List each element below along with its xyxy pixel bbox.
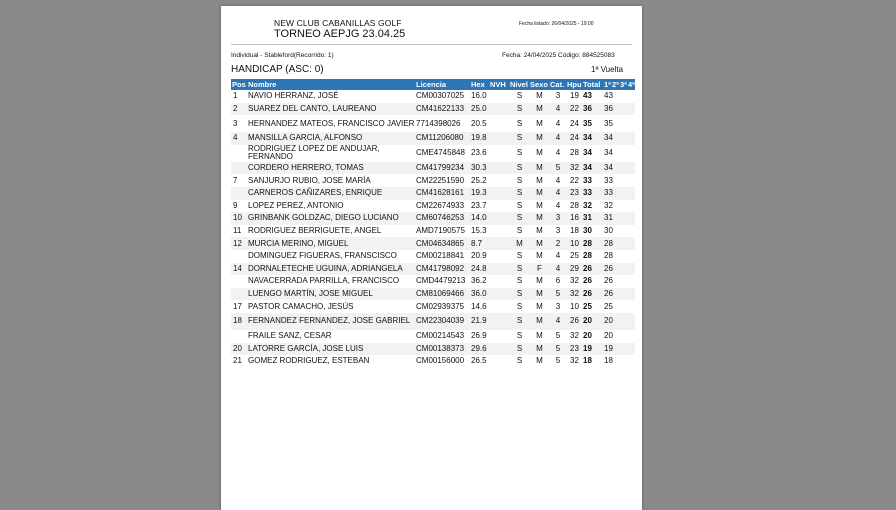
cell-cat: 5 [549,162,566,175]
cell-nivel: S [509,187,529,200]
total-value: 33 [583,188,592,198]
cell-total [582,355,603,368]
cell-nvh [489,103,509,116]
cell-cat: 3 [555,226,561,236]
cell-hpu: 10 [570,301,579,311]
table-row [231,275,635,288]
total-value: 35 [583,118,592,128]
table-row [231,174,635,187]
cell-round1: 28 [603,237,635,250]
cell-sexo: M [536,301,543,311]
cell-pos: 3 [233,118,238,128]
table-row [231,115,635,132]
cell-round1: 31 [603,212,635,225]
cell-name: DOMINGUEZ FIGUERAS, FRANSCISCO [248,251,397,261]
cell-nivel: M [509,237,529,250]
col-r1: 1ª [604,80,611,89]
cell-round1: 28 [604,251,613,261]
cell-licencia: CM04634865 [415,237,470,250]
cell-sexo: M [536,276,543,286]
cell-licencia: CM02939375 [416,301,465,311]
table-row [231,313,635,330]
cell-pos [231,187,247,200]
table-row [231,263,635,276]
handicap-title: HANDICAP (ASC: 0) [231,64,324,75]
cell-pos: 10 [231,212,247,225]
cell-total [582,115,603,132]
table-row [231,355,635,368]
cell-pos [231,250,247,263]
cell-nivel: S [509,288,529,301]
table-row [231,103,635,116]
cell-cat: 5 [549,288,566,301]
cell-name: LUENGO MARTÍN, JOSE MIGUEL [247,288,415,301]
cell-hpu: 28 [570,148,579,158]
cell-hex: 8.7 [470,237,489,250]
cell-pos: 21 [233,356,242,366]
cell-total [582,330,603,343]
cell-sexo: M [536,226,543,236]
col-r3: 3ª [620,80,627,89]
cell-total [582,300,603,313]
cell-licencia: 7714398026 [416,118,461,128]
cell-pos: 17 [233,301,242,311]
total-value: 26 [583,289,592,299]
cell-total [582,263,603,276]
total-value: 26 [583,263,592,273]
cell-name: FERNANDEZ FERNANDEZ, JOSE GABRIEL [247,313,415,330]
cell-name: LOPEZ PEREZ, ANTONIO [248,200,344,210]
cell-nivel: S [509,212,529,225]
col-r2: 2ª [612,80,619,89]
cell-nivel: S [516,91,523,101]
total-value: 28 [583,238,592,248]
cell-nivel: S [516,175,523,185]
cell-round1: 36 [603,103,635,116]
cell-name: RODRIGUEZ BERRIGUETE, ANGEL [248,226,382,236]
col-sexo: Sexo [530,80,548,89]
table-row [231,237,635,250]
cell-cat: 4 [555,118,561,128]
cell-sexo: M [536,251,543,261]
table-row [231,250,635,263]
col-cat: Cat. [550,80,565,89]
cell-hex: 20.9 [471,251,487,261]
cell-name: DORNALETECHE UGUINA, ADRIANGELA [247,263,415,276]
cell-hpu: 28 [570,200,579,210]
cell-sexo: M [529,162,549,175]
cell-licencia: CM22674933 [416,200,465,210]
results-table [231,79,635,368]
cell-hex: 16.0 [471,91,487,101]
cell-pos [231,162,247,175]
cell-pos [231,275,247,288]
cell-nvh [489,115,509,132]
list-date: Fecha listado: 26/04/2025 - 19:00 [519,21,594,27]
cell-licencia: CM00138373 [415,343,470,356]
date-code: Fecha: 24/04/2025 Código: 884525083 [502,52,615,59]
total-value: 34 [583,148,592,158]
cell-licencia: CM81069466 [415,288,470,301]
cell-sexo: M [536,200,543,210]
cell-total [582,288,603,301]
cell-cat: 5 [549,343,566,356]
cell-licencia: CM41799234 [415,162,470,175]
cell-name: GRINBANK GOLDZAC, DIEGO LUCIANO [247,212,415,225]
cell-round1: 19 [603,343,635,356]
cell-name: GOMEZ RODRIGUEZ, ESTEBAN [248,356,370,366]
cell-hpu: 24 [566,132,582,145]
cell-total [582,212,603,225]
cell-nivel: S [509,103,529,116]
cell-round1: 43 [604,91,613,101]
cell-hpu: 22 [566,103,582,116]
cell-nivel: S [509,162,529,175]
cell-nvh [489,145,509,162]
cell-cat: 3 [555,301,561,311]
table-row [231,162,635,175]
cell-round1: 20 [604,331,613,341]
cell-nvh [489,212,509,225]
cell-nvh [489,187,509,200]
cell-nivel: S [516,118,523,128]
cell-nivel: S [509,132,529,145]
table-row [231,132,635,145]
cell-total [582,313,603,330]
cell-sexo: M [529,103,549,116]
cell-cat: 4 [549,132,566,145]
cell-name: SANJURJO RUBIO, JOSE MARÍA [248,175,371,185]
round-label: 1ª Vuelta [591,65,624,74]
cell-hpu: 24 [570,118,579,128]
cell-pos: 18 [231,313,247,330]
cell-hex: 26.5 [471,356,487,366]
cell-sexo: M [536,331,543,341]
cell-total [582,237,603,250]
cell-sexo: M [536,175,543,185]
cell-nvh [489,263,509,276]
cell-sexo: M [529,288,549,301]
total-value: 34 [583,163,592,173]
cell-nivel: S [516,200,523,210]
cell-nvh [489,174,509,187]
cell-nvh [489,162,509,175]
cell-pos: 11 [233,226,242,236]
cell-hpu: 22 [570,175,579,185]
col-hex: Hex [470,79,489,90]
table-row [231,330,635,343]
cell-pos: 2 [231,103,247,116]
cell-sexo: M [529,343,549,356]
total-value: 34 [583,133,592,143]
cell-cat: 5 [555,356,561,366]
cell-name: CARNEROS CAÑIZARES, ENRIQUE [247,187,415,200]
cell-hex: 26.9 [471,331,487,341]
cell-hpu: 16 [566,212,582,225]
total-value: 31 [583,213,592,223]
cell-nvh [489,355,509,368]
cell-cat: 4 [549,313,566,330]
table-row [231,225,635,238]
cell-pos: 9 [233,200,238,210]
col-r4: 4ª [628,80,635,89]
cell-nvh [489,288,509,301]
cell-cat: 4 [549,187,566,200]
cell-pos [231,330,247,343]
cell-hpu: 18 [570,226,579,236]
col-hpu: Hpu [567,80,582,89]
total-value: 33 [583,175,592,185]
cell-sexo: M [529,212,549,225]
cell-cat: 4 [555,251,561,261]
cell-hex: 36.0 [470,288,489,301]
cell-round1: 33 [604,175,613,185]
cell-nvh [489,250,509,263]
cell-name: FRAILE SANZ, CESAR [248,331,332,341]
cell-hpu: 32 [570,276,579,286]
cell-nvh [489,330,509,343]
cell-round1: 35 [604,118,613,128]
cell-nvh [489,90,509,103]
cell-hpu: 25 [570,251,579,261]
cell-round1: 26 [603,288,635,301]
cell-licencia: CM41798092 [415,263,470,276]
cell-round1: 34 [603,162,635,175]
col-nvh: NVH [489,79,509,90]
cell-licencia: CM00214543 [416,331,465,341]
cell-licencia: CM11206080 [415,132,470,145]
cell-round1: 34 [604,148,613,158]
tournament-title: TORNEO AEPJG 23.04.25 [274,28,406,40]
cell-nvh [489,200,509,213]
cell-round1: 32 [604,200,613,210]
cell-total [582,174,603,187]
cell-cat: 4 [555,200,561,210]
cell-hex: 15.3 [471,226,487,236]
cell-sexo: F [529,263,549,276]
cell-licencia: CM22304039 [415,313,470,330]
competition-mode: Individual - Stableford(Recorrido: 1) [231,52,334,59]
cell-licencia: CM41628161 [415,187,470,200]
cell-name: NAVACERRADA PARRILLA, FRANCISCO [248,276,400,286]
results-page [221,6,642,510]
cell-hex: 24.8 [470,263,489,276]
cell-name: CORDERO HERRERO, TOMAS [247,162,415,175]
cell-name: MURCIA MERINO, MIGUEL [247,237,415,250]
cell-name: MANSILLA GARCIA, ALFONSO [247,132,415,145]
cell-cat: 6 [555,276,561,286]
cell-licencia: CME4745848 [416,148,465,158]
table-row [231,90,635,103]
cell-nvh [489,313,509,330]
cell-cat: 4 [549,263,566,276]
cell-total [582,103,603,116]
col-nombre: Nombre [247,79,415,90]
cell-cat: 2 [549,237,566,250]
cell-name: NAVIO HERRANZ, JOSÉ [248,91,339,101]
cell-pos: 20 [231,343,247,356]
cell-pos: 12 [231,237,247,250]
cell-total [582,187,603,200]
cell-cat: 4 [555,175,561,185]
total-value: 43 [583,91,592,101]
cell-hpu: 26 [566,313,582,330]
cell-hex: 20.5 [471,118,487,128]
cell-hpu: 29 [566,263,582,276]
cell-round1: 25 [604,301,613,311]
cell-licencia: AMD7190575 [416,226,465,236]
cell-total [582,145,603,162]
cell-name: SUAREZ DEL CANTO, LAUREANO [247,103,415,116]
table-row [231,300,635,313]
cell-nivel: S [516,226,523,236]
col-total: Total [582,79,603,90]
cell-hex: 25.2 [471,175,487,185]
table-row [231,145,635,162]
cell-nvh [489,275,509,288]
col-nivel: Nivel [510,80,528,89]
cell-sexo: M [536,356,543,366]
cell-hex: 19.3 [470,187,489,200]
cell-hex: 23.7 [471,200,487,210]
cell-name: PASTOR CAMACHO, JESÚS [248,301,354,311]
cell-hpu: 32 [570,331,579,341]
cell-sexo: M [529,237,549,250]
cell-hex: 30.3 [470,162,489,175]
total-value: 20 [583,316,592,326]
cell-hpu: 32 [566,162,582,175]
total-value: 18 [583,356,592,366]
cell-round1: 26 [603,263,635,276]
cell-licencia: CM00218841 [416,251,465,261]
cell-sexo: M [529,313,549,330]
cell-nivel: S [516,276,523,286]
total-value: 26 [583,276,592,286]
cell-sexo: M [529,187,549,200]
cell-total [582,132,603,145]
cell-total [582,250,603,263]
cell-round1: 26 [604,276,613,286]
cell-hex: 19.8 [470,132,489,145]
cell-nivel: S [509,343,529,356]
cell-nvh [489,300,509,313]
total-value: 28 [583,251,592,261]
cell-nivel: S [516,356,523,366]
table-row [231,212,635,225]
table-header [231,79,635,90]
cell-pos: 14 [231,263,247,276]
total-value: 19 [583,343,592,353]
cell-nvh [489,132,509,145]
cell-nvh [489,225,509,238]
total-value: 30 [583,226,592,236]
cell-nivel: S [516,331,523,341]
col-licencia: Licencia [415,79,470,90]
cell-pos [231,288,247,301]
cell-round1: 20 [603,313,635,330]
cell-cat: 4 [555,148,561,158]
cell-nivel: S [509,313,529,330]
cell-cat: 3 [549,212,566,225]
cell-nvh [489,237,509,250]
cell-cat: 3 [555,91,561,101]
cell-round1: 34 [603,132,635,145]
cell-round1: 33 [603,187,635,200]
cell-nivel: S [509,263,529,276]
cell-total [582,343,603,356]
cell-licencia: CM00156000 [416,356,465,366]
cell-licencia: CM60746253 [415,212,470,225]
cell-nivel: S [516,251,523,261]
cell-name: LATORRE GARCÍA, JOSE LUIS [247,343,415,356]
club-name: NEW CLUB CABANILLAS GOLF [274,18,402,28]
cell-name: HERNANDEZ MATEOS, FRANCISCO JAVIER [248,118,415,128]
cell-pos: 4 [231,132,247,145]
cell-hpu: 23 [566,187,582,200]
total-value: 25 [583,301,592,311]
table-row [231,200,635,213]
cell-nvh [489,343,509,356]
cell-round1: 18 [604,356,613,366]
cell-licencia: CM00307025 [416,91,465,101]
cell-hex: 29.6 [470,343,489,356]
cell-total [582,275,603,288]
cell-licencia: CM22251590 [416,175,465,185]
cell-hex: 36.2 [471,276,487,286]
cell-hex: 14.0 [470,212,489,225]
cell-hex: 14.6 [471,301,487,311]
cell-total [582,200,603,213]
table-row [231,343,635,356]
cell-cat: 4 [549,103,566,116]
cell-nivel: S [516,301,523,311]
cell-licencia: CM41622133 [415,103,470,116]
table-row [231,288,635,301]
cell-round1: 30 [604,226,613,236]
cell-sexo: M [529,132,549,145]
cell-cat: 5 [555,331,561,341]
cell-pos: 1 [233,91,238,101]
total-value: 36 [583,103,592,113]
col-pos: Pos [232,80,246,89]
cell-name: RODRIGUEZ LOPEZ DE ANDUJAR, FERNANDO [248,144,380,162]
cell-hpu: 32 [570,356,579,366]
total-value: 32 [583,200,592,210]
cell-hpu: 32 [566,288,582,301]
cell-sexo: M [536,91,543,101]
cell-hpu: 23 [566,343,582,356]
header-divider [231,44,632,45]
cell-sexo: M [536,148,543,158]
cell-total [582,225,603,238]
cell-total [582,162,603,175]
cell-hex: 25.0 [470,103,489,116]
cell-licencia: CMD4479213 [416,276,466,286]
cell-total [582,90,603,103]
cell-pos: 7 [233,175,238,185]
cell-hex: 23.6 [471,148,487,158]
cell-hpu: 10 [566,237,582,250]
cell-hpu: 19 [570,91,579,101]
cell-nivel: S [516,148,523,158]
total-value: 20 [583,331,592,341]
cell-pos [231,145,247,162]
cell-hex: 21.9 [470,313,489,330]
table-row [231,187,635,200]
cell-sexo: M [536,118,543,128]
